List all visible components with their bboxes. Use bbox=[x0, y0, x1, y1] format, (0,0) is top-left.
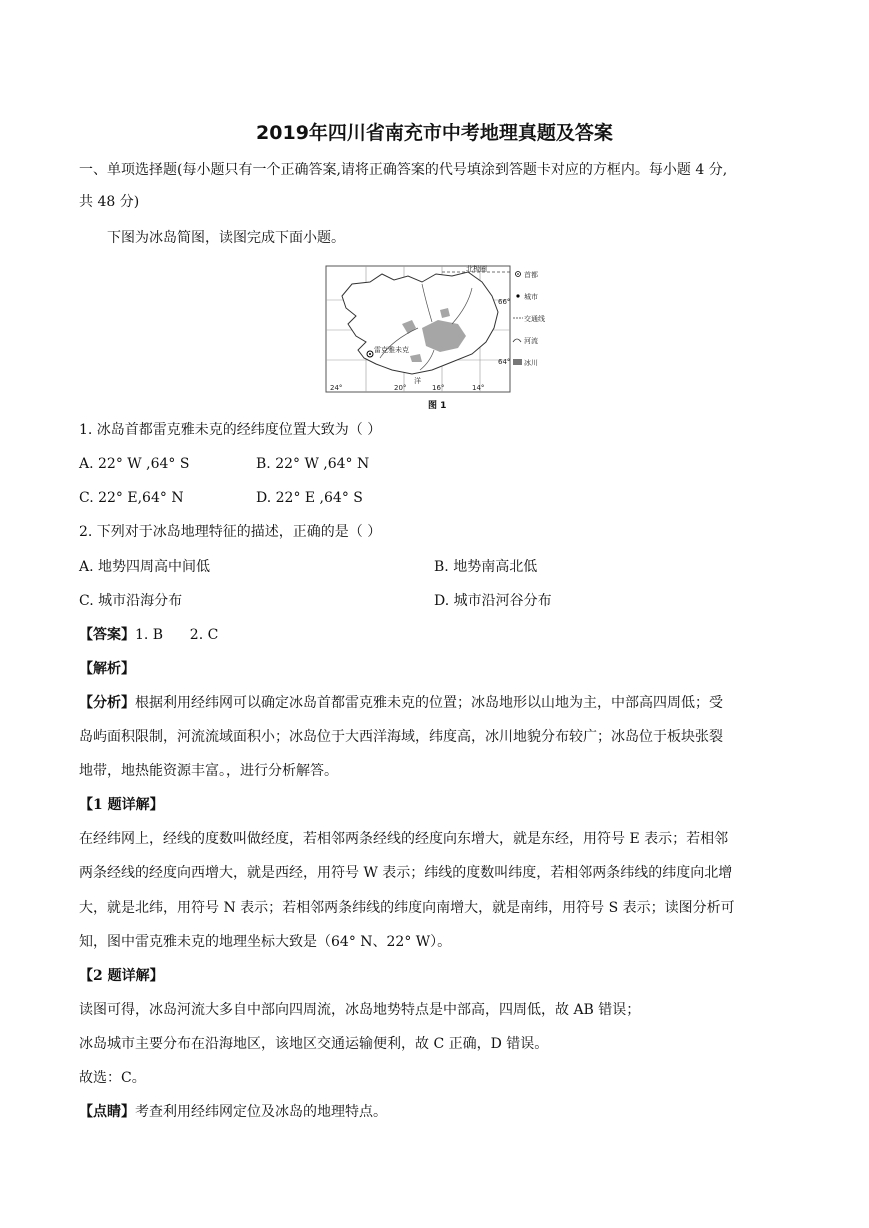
intro-text: 下图为冰岛简图，读图完成下面小题。 bbox=[107, 230, 345, 246]
map-label-lon16: 16° bbox=[432, 384, 445, 392]
dianjing-line bbox=[79, 1102, 387, 1122]
detail2-line1: 读图可得，冰岛河流大多自中部向四周流，冰岛地势特点是中部高，四周低，故 AB 错误； bbox=[79, 1002, 641, 1018]
iceland-map-figure bbox=[322, 262, 548, 412]
q1-option-d: D. 22° E ,64° S bbox=[256, 490, 363, 506]
map-label-lat66: 66° bbox=[498, 298, 511, 306]
q1-option-c: C. 22° E,64° N bbox=[79, 490, 184, 506]
fenxi-line3: 地带，地热能资源丰富。，进行分析解答。 bbox=[79, 763, 338, 779]
figure-caption: 图 1 bbox=[428, 401, 447, 411]
map-label-lon14: 14° bbox=[472, 384, 485, 392]
q2-option-c: C. 城市沿海分布 bbox=[79, 593, 183, 609]
map-legend bbox=[513, 270, 545, 367]
answer-tag: 【答案】 bbox=[79, 627, 135, 643]
section-header-line2: 共 48 分) bbox=[79, 194, 140, 210]
map-label-lat64: 64° bbox=[498, 358, 511, 366]
q2-option-d: D. 城市沿河谷分布 bbox=[434, 593, 552, 609]
detail2-tag: 【2 题详解】 bbox=[79, 968, 164, 984]
legend-city: 城市 bbox=[524, 293, 538, 301]
detail2-line3: 故选：C。 bbox=[79, 1070, 146, 1086]
legend-capital: 首都 bbox=[524, 271, 538, 279]
detail1-line1: 在经纬网上，经线的度数叫做经度，若相邻两条经线的经度向东增大，就是东经，用符号 E 表示；若相邻 bbox=[79, 831, 729, 847]
analysis-tag: 【解析】 bbox=[79, 661, 135, 677]
fenxi-text-1: 根据利用经纬网可以确定冰岛首都雷克雅未克的位置；冰岛地形以山地为主，中部高四周低；受 bbox=[135, 695, 723, 711]
q1-option-a: A. 22° W ,64° S bbox=[79, 456, 190, 472]
page-title: 2019年四川省南充市中考地理真题及答案 bbox=[256, 122, 613, 144]
legend-transport: 交通线 bbox=[524, 315, 545, 323]
map-label-lon20: 20° bbox=[394, 384, 407, 392]
q2-option-a: A. 地势四周高中间低 bbox=[79, 559, 211, 575]
q2-option-b: B. 地势南高北低 bbox=[434, 559, 538, 575]
detail2-line2: 冰岛城市主要分布在沿海地区，该地区交通运输便利，故 C 正确，D 错误。 bbox=[79, 1036, 549, 1052]
dianjing-tag: 【点睛】 bbox=[79, 1104, 135, 1120]
answer-line bbox=[79, 625, 218, 645]
answer-text: 1. B 2. C bbox=[135, 627, 219, 643]
map-label-lon24: 24° bbox=[330, 384, 343, 392]
detail1-line3: 大，就是北纬，用符号 N 表示；若相邻两条纬线的纬度向南增大，就是南纬，用符号 S 表示；读图分析可 bbox=[79, 900, 735, 916]
fenxi-line1 bbox=[79, 693, 723, 713]
detail1-line2: 两条经线的经度向西增大，就是西经，用符号 W 表示；纬线的度数叫纬度，若相邻两条纬线的纬度向北增 bbox=[79, 865, 733, 881]
legend-river: 河流 bbox=[524, 337, 538, 345]
question-2-stem: 2. 下列对于冰岛地理特征的描述，正确的是（ ） bbox=[79, 524, 382, 540]
fenxi-tag: 【分析】 bbox=[79, 695, 135, 711]
q1-option-b: B. 22° W ,64° N bbox=[256, 456, 370, 472]
legend-glacier: 冰川 bbox=[524, 359, 538, 367]
map-label-capital: 雷克雅未克 bbox=[374, 346, 409, 354]
detail1-tag: 【1 题详解】 bbox=[79, 797, 164, 813]
detail1-line4: 知，图中雷克雅未克的地理坐标大致是（64° N、22° W）。 bbox=[79, 934, 452, 950]
dianjing-text: 考查利用经纬网定位及冰岛的地理特点。 bbox=[135, 1104, 387, 1120]
question-1-stem: 1. 冰岛首都雷克雅未克的经纬度位置大致为（ ） bbox=[79, 422, 382, 438]
fenxi-line2: 岛屿面积限制，河流流域面积小；冰岛位于大西洋海域，纬度高，冰川地貌分布较广；冰岛位于板块张裂 bbox=[79, 729, 723, 745]
map-label-sea: 洋 bbox=[414, 377, 421, 385]
section-header-line1: 一、单项选择题(每小题只有一个正确答案,请将正确答案的代号填涂到答题卡对应的方框内。每小题 4 分, bbox=[79, 162, 728, 178]
map-label-arctic-circle: 北极圈 bbox=[466, 265, 487, 273]
